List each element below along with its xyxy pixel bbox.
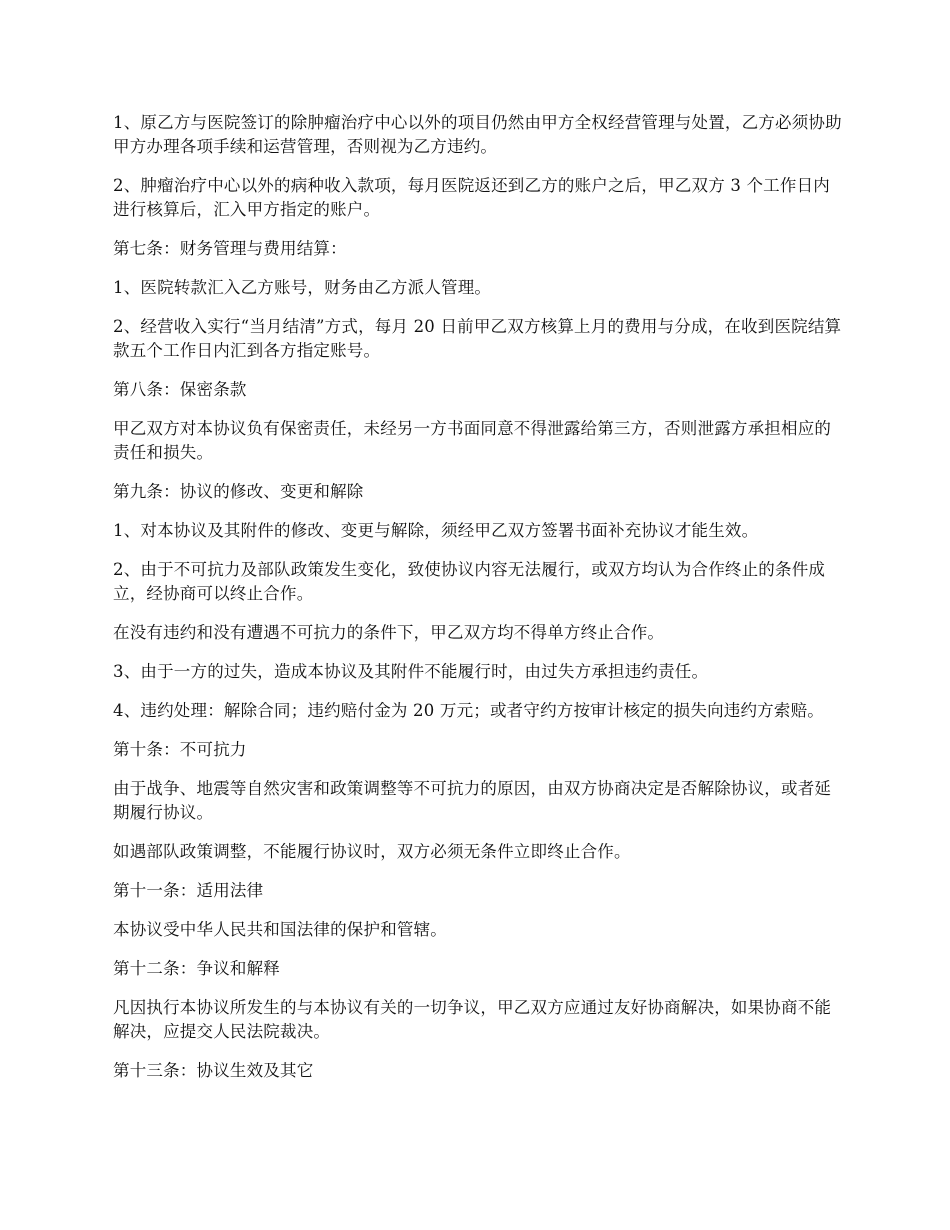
paragraph-8: 在没有违约和没有遭遇不可抗力的条件下，甲乙双方均不得单方终止合作。 xyxy=(113,623,665,642)
paragraph-10: 4、违约处理：解除合同；违约赔付金为 20 万元；或者守约方按审计核定的损失向违约方索赔。 xyxy=(113,701,824,720)
paragraph-13: 本协议受中华人民共和国法律的保护和管辖。 xyxy=(113,920,447,939)
paragraph-7: 2、由于不可抗力及部队政策发生变化，致使协议内容无法履行，或双方均认为合作终止的条件成立，经协商可以终止合作。 xyxy=(113,560,826,603)
document-body xyxy=(113,111,843,1098)
paragraph-11: 由于战争、地震等自然灾害和政策调整等不可抗力的原因，由双方协商决定是否解除协议，或者延期履行协议。 xyxy=(113,779,832,822)
paragraph-12: 如遇部队政策调整，不能履行协议时，双方必须无条件立即终止合作。 xyxy=(113,842,631,861)
section-heading-article-7: 第七条：财务管理与费用结算： xyxy=(113,239,347,258)
paragraph-2: 2、肿瘤治疗中心以外的病种收入款项，每月医院返还到乙方的账户之后，甲乙双方 3 个工作日内进行核算后，汇入甲方指定的账户。 xyxy=(113,176,830,219)
paragraph-3: 1、医院转款汇入乙方账号，财务由乙方派人管理。 xyxy=(113,278,492,297)
section-heading-article-10: 第十条：不可抗力 xyxy=(113,740,247,759)
paragraph-5: 甲乙双方对本协议负有保密责任，未经另一方书面同意不得泄露给第三方，否则泄露方承担相应的责任和损失。 xyxy=(113,419,832,462)
section-heading-article-11: 第十一条：适用法律 xyxy=(113,881,264,900)
section-heading-article-13: 第十三条：协议生效及其它 xyxy=(113,1061,314,1080)
section-heading-article-9: 第九条：协议的修改、变更和解除 xyxy=(113,482,364,501)
paragraph-9: 3、由于一方的过失，造成本协议及其附件不能履行时，由过失方承担违约责任。 xyxy=(113,662,709,681)
paragraph-14: 凡因执行本协议所发生的与本协议有关的一切争议，甲乙双方应通过友好协商解决，如果协商不能解决，应提交人民法院裁决。 xyxy=(113,998,832,1041)
paragraph-4: 2、经营收入实行“当月结清”方式，每月 20 日前甲乙双方核算上月的费用与分成，在收到医院结算款五个工作日内汇到各方指定账号。 xyxy=(113,317,842,360)
paragraph-6: 1、对本协议及其附件的修改、变更与解除，须经甲乙双方签署书面补充协议才能生效。 xyxy=(113,521,759,540)
section-heading-article-8: 第八条：保密条款 xyxy=(113,380,247,399)
section-heading-article-12: 第十二条：争议和解释 xyxy=(113,959,280,978)
paragraph-1: 1、原乙方与医院签订的除肿瘤治疗中心以外的项目仍然由甲方全权经营管理与处置，乙方必须协助甲方办理各项手续和运营管理，否则视为乙方违约。 xyxy=(113,113,842,156)
